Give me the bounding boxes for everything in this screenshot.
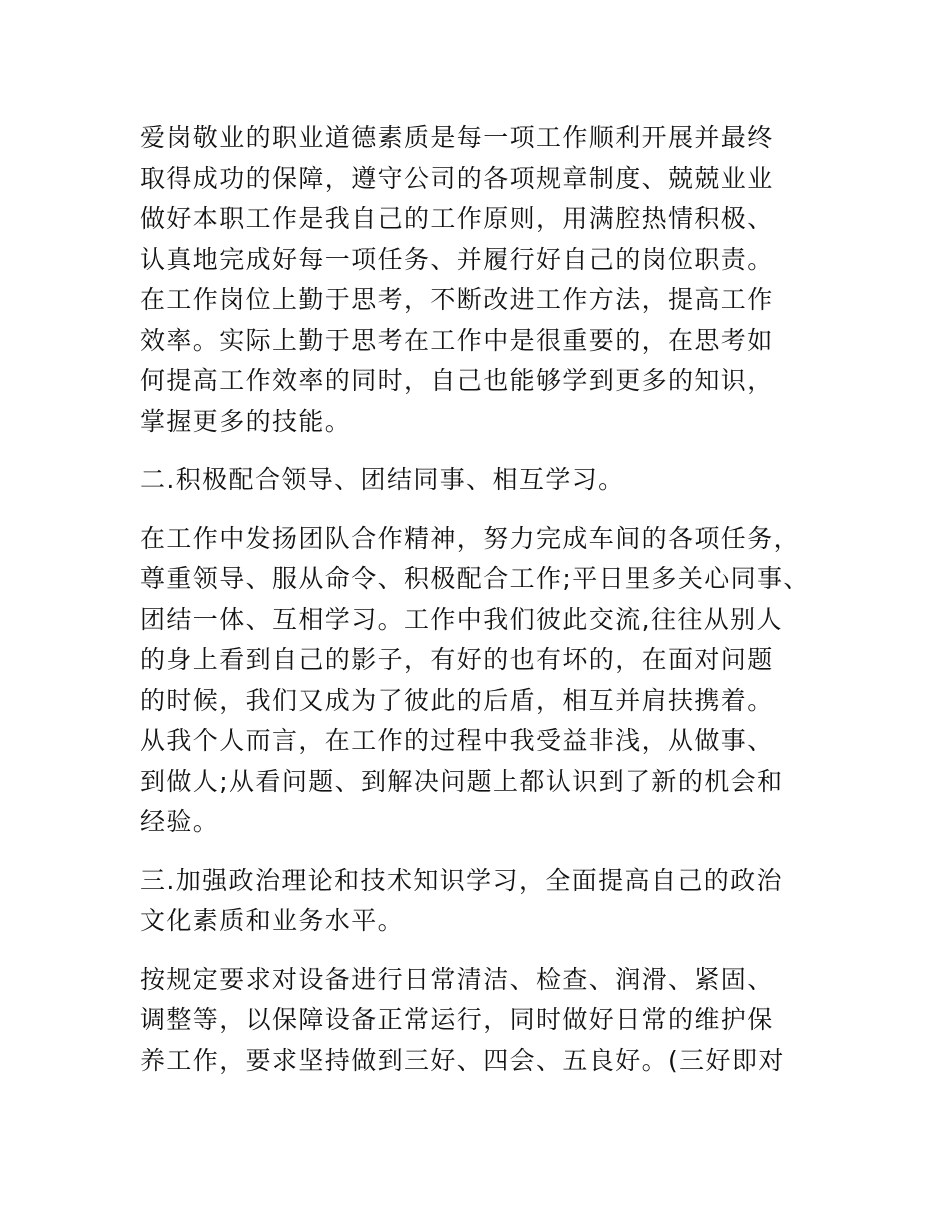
- paragraph-teamwork: [140, 519, 830, 843]
- text-line: 认真地完成好每一项任务、并履行好自己的岗位职责。: [140, 244, 774, 274]
- text-line: 做好本职工作是我自己的工作原则，用满腔热情积极、: [140, 204, 774, 233]
- text-line: 效率。实际上勤于思考在工作中是很重要的，在思考如: [140, 325, 774, 355]
- text-line: 调整等，以保障设备正常运行，同时做好日常的维护保: [140, 1005, 774, 1034]
- heading-text: 二.积极配合领导、团结同事、相互学习。: [140, 465, 625, 494]
- text-line: 掌握更多的技能。: [140, 406, 352, 436]
- text-line: 在工作岗位上勤于思考，不断改进工作方法，提高工作: [140, 285, 774, 314]
- text-line: 经验。: [140, 807, 220, 836]
- text-line: 何提高工作效率的同时，自己也能够学到更多的知识，: [140, 366, 774, 395]
- text-line: 尊重领导、服从命令、积极配合工作;平日里多关心同事、: [140, 564, 810, 593]
- section-heading-2: [140, 460, 830, 501]
- paragraph-work-ethic: [140, 118, 830, 442]
- text-line: 从我个人而言，在工作的过程中我受益非浅，从做事、: [140, 726, 774, 755]
- heading-text: 三.加强政治理论和技术知识学习，全面提高自己的政治: [140, 865, 783, 895]
- text-line: 养工作，要求坚持做到三好、四会、五良好。(三好即对: [140, 1045, 785, 1075]
- text-line: 团结一体、互相学习。工作中我们彼此交流,往往从别人: [140, 604, 783, 634]
- text-line: 到做人;从看问题、到解决问题上都认识到了新的机会和: [140, 766, 784, 796]
- text-line: 的身上看到自己的影子，有好的也有坏的，在面对问题: [140, 645, 774, 674]
- heading-text: 文化素质和业务水平。: [140, 906, 405, 935]
- text-line: 按规定要求对设备进行日常清洁、检查、润滑、紧固、: [140, 964, 774, 994]
- text-line: 取得成功的保障，遵守公司的各项规章制度、兢兢业业: [140, 163, 774, 193]
- section-heading-3: [140, 861, 830, 942]
- text-line: 爱岗敬业的职业道德素质是每一项工作顺利开展并最终: [140, 123, 774, 152]
- document-body: [140, 118, 830, 1099]
- paragraph-equipment: [140, 960, 830, 1082]
- text-line: 在工作中发扬团队合作精神，努力完成车间的各项任务，: [140, 523, 801, 553]
- text-line: 的时候，我们又成为了彼此的后盾，相互并肩扶携着。: [140, 685, 774, 715]
